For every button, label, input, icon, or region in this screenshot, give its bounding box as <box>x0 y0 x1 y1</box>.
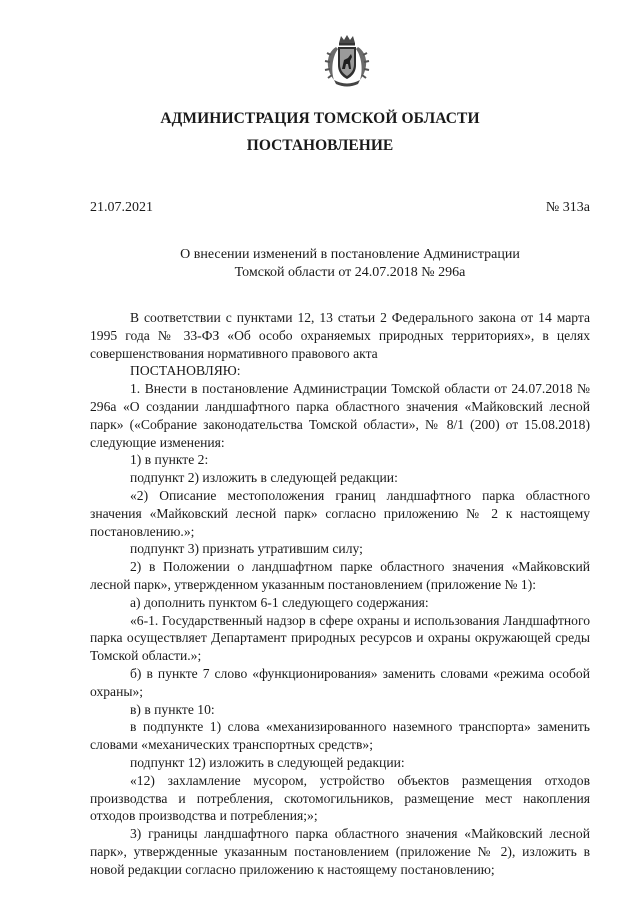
organization-title: АДМИНИСТРАЦИЯ ТОМСКОЙ ОБЛАСТИ <box>160 110 480 127</box>
subclause-2-c: в) в пункте 10: <box>130 701 215 717</box>
subclause-3: 3) границы ландшафтного парка областного значения «Майковский лесной парк», утвержденные указанным постановлением (приложение № 2), изложить в новой редакции согласно приложению к настоящему постановлению; <box>90 826 590 877</box>
document-number: № 313а <box>545 200 590 215</box>
subclause-2-a: а) дополнить пунктом 6-1 следующего содержания: <box>130 594 429 610</box>
subclause-1-item-3: подпункт 3) признать утратившим силу; <box>130 541 363 557</box>
quoted-item-12: «12) захламление мусором, устройство объектов размещения отходов производства и потребления, скотомогильников, размещение мест накопления отходов производства и потребления;»; <box>90 772 590 824</box>
document-type: ПОСТАНОВЛЕНИЕ <box>246 137 394 154</box>
subclause-2-b: б) в пункте 7 слово «функционирования» заменить словами «режима особой охраны»; <box>90 665 590 699</box>
subclause-1-item-2: подпункт 2) изложить в следующей редакции: <box>130 470 398 486</box>
preamble-paragraph: В соответствии с пунктами 12, 13 статьи 2 Федерального закона от 14 марта 1995 года № 33-ФЗ «Об особо охраняемых природных территориях», в целях совершенствования нормативного правового акта <box>90 310 590 361</box>
subclause-2: 2) в Положении о ландшафтном парке областного значения «Майковский лесной парк», утвержденном указанным постановлением (приложение № 1): <box>90 559 590 592</box>
coat-of-arms-icon <box>322 33 372 87</box>
document-subject: О внесении изменений в постановление Администрации Томской области от 24.07.2018 № 296а <box>180 247 520 280</box>
quoted-item-2: «2) Описание местоположения границ ландшафтного парка областного значения «Майковский лесной парк» согласно приложению № 2 к настоящему постановлению.»; <box>90 487 590 539</box>
quoted-item-6-1: «6-1. Государственный надзор в сфере охраны и использования Ландшафтного парка осуществляет Департамент природных ресурсов и охраны окружающей среды Томской области.»; <box>90 612 590 664</box>
subclause-2-c-item-12: подпункт 12) изложить в следующей редакции: <box>130 754 405 770</box>
resolution-keyword: ПОСТАНОВЛЯЮ: <box>130 363 241 379</box>
document-body <box>90 309 590 879</box>
subclause-2-c-item-1: в подпункте 1) слова «механизированного наземного транспорта» заменить словами «механических транспортных средств»; <box>90 719 590 753</box>
clause-1: 1. Внести в постановление Администрации Томской области от 24.07.2018 № 296а «О создании ландшафтного парка областного значения «Майковский лесной парк» («Собрание законодательства Томской области», № 8/1 (200) от 15.08.2018) следующие изменения: <box>90 381 590 450</box>
document-date: 21.07.2021 <box>90 200 153 215</box>
subclause-1: 1) в пункте 2: <box>130 452 209 468</box>
